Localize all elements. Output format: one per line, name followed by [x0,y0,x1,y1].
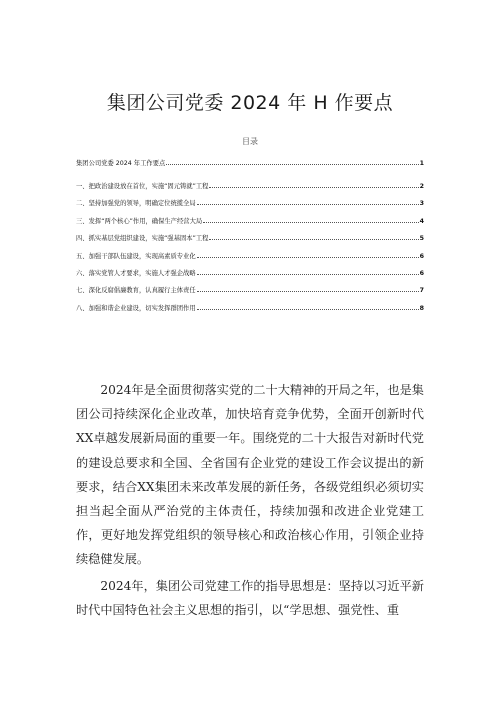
toc-leader-dots [197,274,419,275]
toc-page-number: 2 [419,183,424,190]
toc-page-number: 8 [419,304,424,312]
toc-leader-dots [197,257,419,258]
toc-entry-text: 八、加强和谐企业建设，切实发挥群团作用 [76,304,196,312]
toc-page-number: 6 [419,252,424,260]
toc-page-number: 3 [419,200,424,208]
toc-entry[interactable] [76,249,424,260]
document-title: 集团公司党委 2024 年 H 作要点 [106,92,394,114]
toc-leader-dots [209,187,418,188]
toc-entry[interactable] [76,156,424,167]
toc-entry[interactable] [76,214,424,225]
body-text [76,378,424,624]
toc-entry-text: 一、把政治建设放在首位，实施“固元铸就”工程 [76,183,209,190]
toc-entry-text: 五、加强干部队伍建设，实现高素质专业化 [76,252,196,260]
toc-entry-text: 三、发挥“两个核心”作用，确保生产经营大局 [76,217,203,225]
body-paragraph: 2024年是全面贯彻落实党的二十大精神的开局之年，也是集团公司持续深化企业改革，加快培育竞争优势，全面开创新时代XX卓越发展新局面的重要一年。围绕党的二十大报告对新时代党的建设总要求和全国、全省国有企业党的建设工作会议提出的新要求，结合XX集团未来改革发展的新任务，各级党组织必须切实担当起全面从严治党的主体责任，持续加强和改进企业党建工作，更好地发挥党组织的领导核心和政治核心作用，引领企业持续稳健发展。 [76,383,424,567]
body-paragraph: 2024年，集团公司党建工作的指导思想是：坚持以习近平新时代中国特色社会主义思想的指引，以“学思想、强党性、重 [76,578,424,617]
toc-leader-dots [209,239,418,240]
toc-leader-dots [197,204,419,205]
toc-entry-text: 四、抓实基层党组织建设，实施“强基固本”工程 [76,235,209,243]
toc-page-number: 7 [419,287,424,295]
toc-entry-text: 二、坚持加强党的领导，明确定位统揽全局 [76,200,196,208]
toc-heading: 目录 [242,137,258,146]
toc-entry-text: 六、落实党管人才要求，实施人才强企战略 [76,269,196,277]
toc-entry[interactable] [76,196,424,207]
toc-entry-text: 集团公司党委 2024 年工作要点 [76,160,166,167]
toc-leader-dots [166,164,418,165]
toc-entry[interactable] [76,231,424,242]
toc-page-number: 1 [419,160,424,167]
toc-entry[interactable] [76,283,424,294]
toc-entry[interactable] [76,179,424,190]
table-of-contents [76,156,424,318]
toc-leader-dots [197,309,419,310]
toc-page-number: 6 [419,269,424,277]
toc-page-number: 4 [419,217,424,225]
toc-entry[interactable] [76,266,424,277]
toc-entry-text: 七、深化反腐倡廉教育，认真履行主体责任 [76,287,196,295]
toc-page-number: 5 [419,235,424,243]
toc-leader-dots [203,222,418,223]
toc-leader-dots [197,291,419,292]
toc-entry[interactable] [76,301,424,312]
